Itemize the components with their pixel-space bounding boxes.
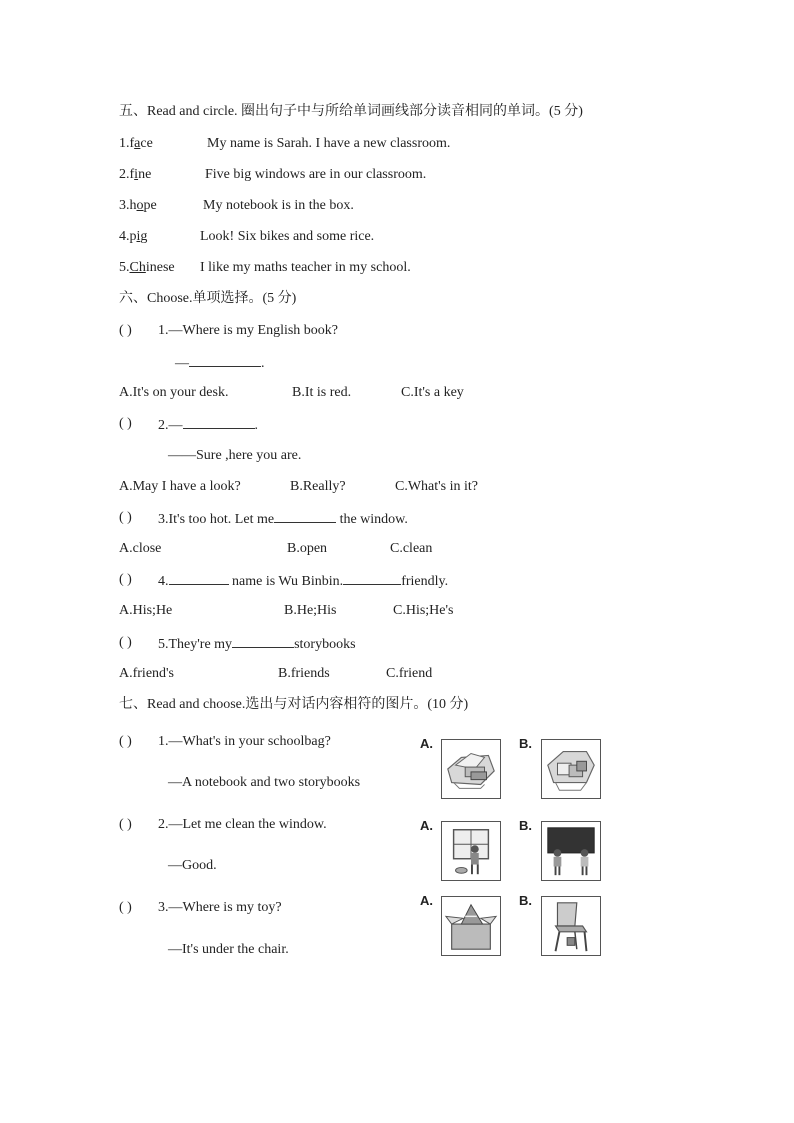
s5-item-4-word: 4.pig xyxy=(119,229,148,244)
s6-q2-option-a: A.May I have a look? xyxy=(119,479,241,494)
schoolbag-books-image xyxy=(542,740,600,798)
s7-q1-question: 1.—What's in your schoolbag? xyxy=(158,734,331,749)
schoolbag-open-image xyxy=(442,740,500,798)
s7-q3-answer: —It's under the chair. xyxy=(168,942,289,957)
s6-q3-option-b: B.open xyxy=(287,541,328,556)
s7-q2-label-a: A. xyxy=(420,818,433,833)
s7-q3-picture-b[interactable] xyxy=(541,896,601,956)
s6-q2-option-c: C.What's in it? xyxy=(395,479,479,494)
s7-q2-answer: —Good. xyxy=(168,858,217,873)
s7-q3-label-b: B. xyxy=(519,893,532,908)
chair-with-toy-image xyxy=(542,897,600,955)
s5-item-2-sentence[interactable]: Five big windows are in our classroom. xyxy=(205,167,427,182)
s7-q3-question: 3.—Where is my toy? xyxy=(158,900,282,915)
s6-q4-option-b: B.He;His xyxy=(284,603,337,618)
s6-q4-option-a: A.His;He xyxy=(119,603,173,618)
kids-at-blackboard-image xyxy=(542,822,600,880)
s7-q2-picture-a[interactable] xyxy=(441,821,501,881)
s6-q5-paren[interactable]: ( ) xyxy=(119,635,132,650)
s5-item-2-word: 2.fine xyxy=(119,167,152,182)
s6-q2-paren[interactable]: ( ) xyxy=(119,416,132,431)
s6-q3-paren[interactable]: ( ) xyxy=(119,510,132,525)
s7-q1-paren[interactable]: ( ) xyxy=(119,734,132,749)
s6-q5-option-c: C.friend xyxy=(386,666,433,681)
s6-q3-option-a: A.close xyxy=(119,541,162,556)
s6-q1-paren[interactable]: ( ) xyxy=(119,323,132,338)
s6-q4-option-c: C.His;He's xyxy=(393,603,454,618)
s7-q2-label-b: B. xyxy=(519,818,532,833)
s5-item-5-word: 5.Chinese xyxy=(119,260,175,275)
s7-q3-paren[interactable]: ( ) xyxy=(119,900,132,915)
s7-q3-label-a: A. xyxy=(420,893,433,908)
s5-item-4-sentence[interactable]: Look! Six bikes and some rice. xyxy=(200,229,375,244)
section-5-heading: 五、Read and circle. 圈出句子中与所给单词画线部分读音相同的单词。(5 分) xyxy=(119,104,583,119)
section-7-heading: 七、Read and choose.选出与对话内容相符的图片。(10 分) xyxy=(119,697,469,712)
s6-q1-answer-line[interactable]: — . xyxy=(175,353,265,373)
s6-q3-question[interactable]: 3.It's too hot. Let me the window. xyxy=(158,509,408,529)
s7-q2-picture-b[interactable] xyxy=(541,821,601,881)
s7-q1-picture-b[interactable] xyxy=(541,739,601,799)
s5-item-3-sentence[interactable]: My notebook is in the box. xyxy=(203,198,354,213)
s7-q1-label-b: B. xyxy=(519,736,532,751)
s6-q3-option-c: C.clean xyxy=(390,541,433,556)
s5-item-1-word: 1.face xyxy=(119,136,153,151)
s7-q2-paren[interactable]: ( ) xyxy=(119,817,132,832)
s5-item-1-sentence[interactable]: My name is Sarah. I have a new classroom. xyxy=(207,136,451,151)
s6-q5-question[interactable]: 5.They're my storybooks xyxy=(158,634,356,654)
s6-q1-question: 1.—Where is my English book? xyxy=(158,323,339,338)
s5-item-3-word: 3.hope xyxy=(119,198,157,213)
s6-q2-answer: ——Sure ,here you are. xyxy=(168,448,302,463)
section-6-heading: 六、Choose.单项选择。(5 分) xyxy=(119,291,297,306)
s7-q1-label-a: A. xyxy=(420,736,433,751)
s5-item-5-sentence[interactable]: I like my maths teacher in my school. xyxy=(200,260,411,275)
s7-q3-picture-a[interactable] xyxy=(441,896,501,956)
s6-q4-question[interactable]: 4. name is Wu Binbin. friendly. xyxy=(158,571,448,591)
s6-q1-option-a: A.It's on your desk. xyxy=(119,385,229,400)
s6-q5-option-b: B.friends xyxy=(278,666,330,681)
s7-q1-picture-a[interactable] xyxy=(441,739,501,799)
s6-q5-option-a: A.friend's xyxy=(119,666,175,681)
s7-q2-question: 2.—Let me clean the window. xyxy=(158,817,327,832)
toy-in-box-image xyxy=(442,897,500,955)
s6-q2-question[interactable]: 2.— . xyxy=(158,415,258,435)
s6-q2-option-b: B.Really? xyxy=(290,479,346,494)
s7-q1-answer: —A notebook and two storybooks xyxy=(168,775,361,790)
s6-q1-option-b: B.It is red. xyxy=(292,385,352,400)
s6-q4-paren[interactable]: ( ) xyxy=(119,572,132,587)
s6-q1-option-c: C.It's a key xyxy=(401,385,464,400)
boy-cleaning-window-image xyxy=(442,822,500,880)
